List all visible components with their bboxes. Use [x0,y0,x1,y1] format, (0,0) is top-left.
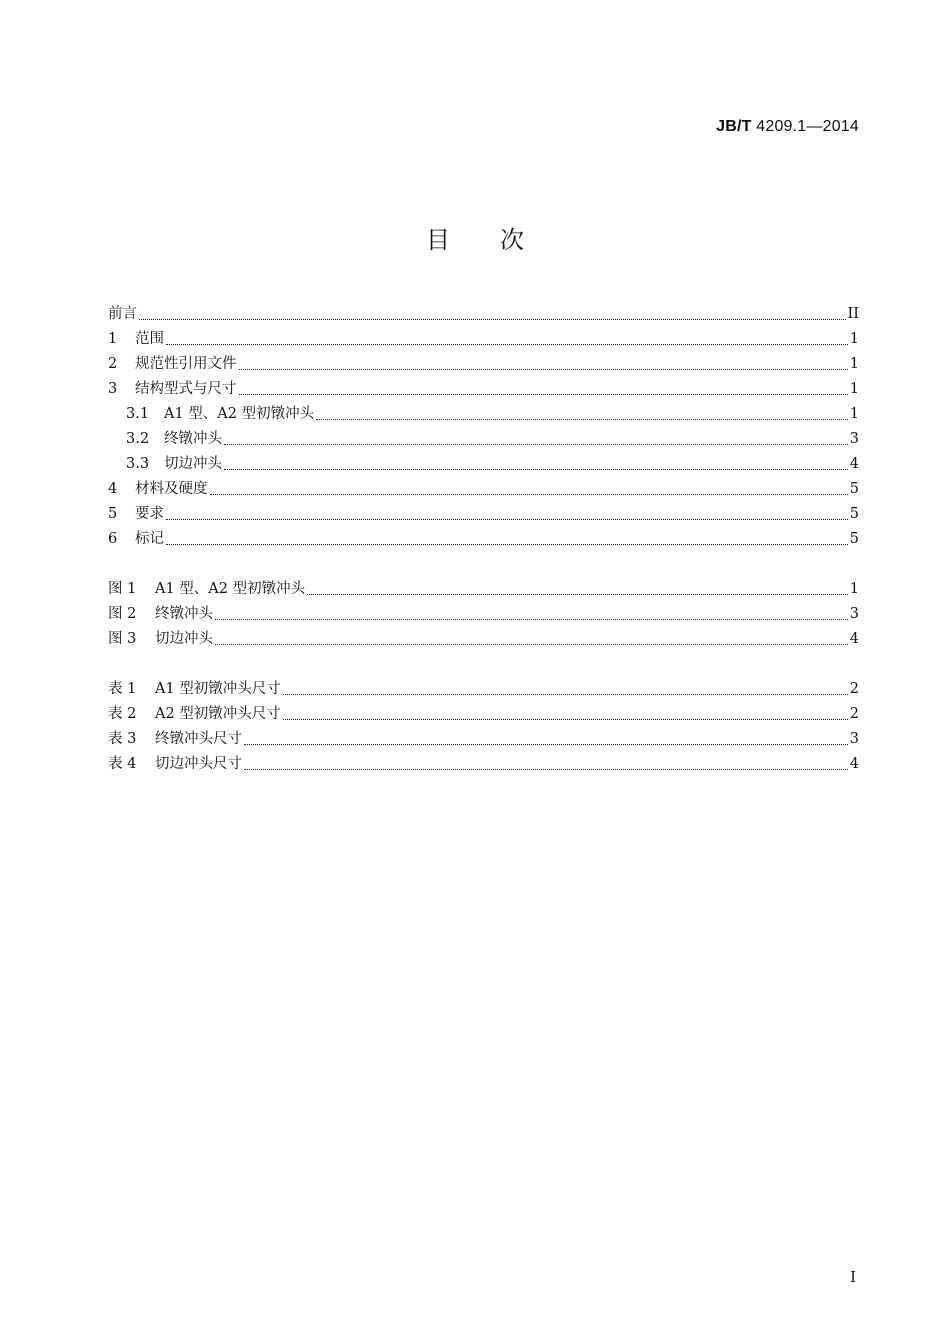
toc-entry-label: 终镦冲头 [164,431,222,447]
toc-entry-number: 5 [108,506,118,522]
toc-entry-page: 4 [849,756,859,772]
toc-entry-label: 材料及硬度 [135,481,208,497]
toc-entry[interactable] [108,327,859,352]
toc-entry[interactable] [108,677,859,702]
toc-entry-label: A1 型、A2 型初镦冲头 [155,581,306,597]
toc-sections [108,302,859,552]
dot-leader [166,343,848,345]
toc-entry-number: 图 2 [108,606,137,622]
toc-title: 目次 [426,226,574,254]
dot-leader [215,643,848,645]
toc-entry-label: A1 型初镦冲头尺寸 [155,681,281,697]
toc-entry-number: 表 1 [108,681,137,697]
dot-leader [283,718,848,720]
toc-entry-label: A2 型初镦冲头尺寸 [155,706,281,722]
toc-entry[interactable] [108,402,859,427]
toc-entry-label: 终镦冲头尺寸 [155,731,242,747]
toc-entry[interactable] [108,452,859,477]
toc-entry-number: 3 [108,381,118,397]
toc-entry[interactable] [108,577,859,602]
toc-entry[interactable] [108,377,859,402]
toc-entry-number: 表 3 [108,731,137,747]
toc-entry-page: 3 [849,606,859,622]
toc-entry[interactable] [108,702,859,727]
dot-leader [166,543,848,545]
toc-entry-number: 4 [108,481,118,497]
dot-leader [166,518,848,520]
toc-entry[interactable] [108,427,859,452]
toc-entry-page: 1 [849,381,859,397]
table-of-contents [108,302,859,802]
toc-entry-page: 1 [849,581,859,597]
toc-entry-page: 2 [849,681,859,697]
toc-entry-label: 范围 [135,331,164,347]
toc-entry-label: 终镦冲头 [155,606,213,622]
toc-tables [108,677,859,777]
toc-entry-number: 6 [108,531,118,547]
toc-entry-number: 表 4 [108,756,137,772]
toc-entry-page: II [847,306,859,322]
toc-entry-number: 图 1 [108,581,137,597]
toc-entry-page: 5 [849,531,859,547]
dot-leader [239,368,848,370]
toc-entry-label: 规范性引用文件 [135,356,237,372]
toc-entry-page: 1 [849,406,859,422]
toc-entry[interactable] [108,602,859,627]
dot-leader [307,593,848,595]
toc-entry[interactable] [108,352,859,377]
dot-leader [210,493,848,495]
toc-entry-page: 5 [849,481,859,497]
dot-leader [283,693,848,695]
dot-leader [224,468,848,470]
toc-entry-page: 4 [849,456,859,472]
toc-entry-page: 3 [849,731,859,747]
toc-entry-page: 2 [849,706,859,722]
dot-leader [215,618,848,620]
toc-entry[interactable] [108,527,859,552]
toc-entry[interactable] [108,477,859,502]
toc-entry-label: 标记 [135,531,164,547]
standard-number: 4209.1—2014 [756,118,859,135]
toc-entry-number: 3.1 [126,406,150,422]
toc-figures [108,577,859,652]
toc-entry-page: 4 [849,631,859,647]
dot-leader [224,443,848,445]
toc-entry-label: A1 型、A2 型初镦冲头 [164,406,315,422]
toc-entry[interactable] [108,627,859,652]
page-number: I [850,1268,856,1286]
toc-entry-label: 结构型式与尺寸 [135,381,237,397]
toc-entry-number: 3.3 [126,456,150,472]
toc-entry-page: 1 [849,331,859,347]
toc-entry-page: 1 [849,356,859,372]
dot-leader [139,318,846,320]
standard-prefix: JB/T [716,118,752,135]
dot-leader [244,768,848,770]
toc-entry-label: 切边冲头尺寸 [155,756,242,772]
dot-leader [316,418,848,420]
toc-entry-number: 3.2 [126,431,150,447]
toc-entry-number: 1 [108,331,118,347]
toc-entry-label: 要求 [135,506,164,522]
toc-entry-page: 3 [849,431,859,447]
toc-entry[interactable] [108,727,859,752]
toc-entry-page: 5 [849,506,859,522]
dot-leader [239,393,848,395]
toc-entry[interactable] [108,302,859,327]
dot-leader [244,743,848,745]
toc-entry-number: 图 3 [108,631,137,647]
toc-entry[interactable] [108,752,859,777]
standard-code [716,118,859,136]
toc-entry[interactable] [108,502,859,527]
toc-entry-number: 2 [108,356,118,372]
toc-entry-label: 切边冲头 [164,456,222,472]
toc-entry-number: 表 2 [108,706,137,722]
toc-entry-label: 前言 [108,306,137,322]
toc-entry-label: 切边冲头 [155,631,213,647]
